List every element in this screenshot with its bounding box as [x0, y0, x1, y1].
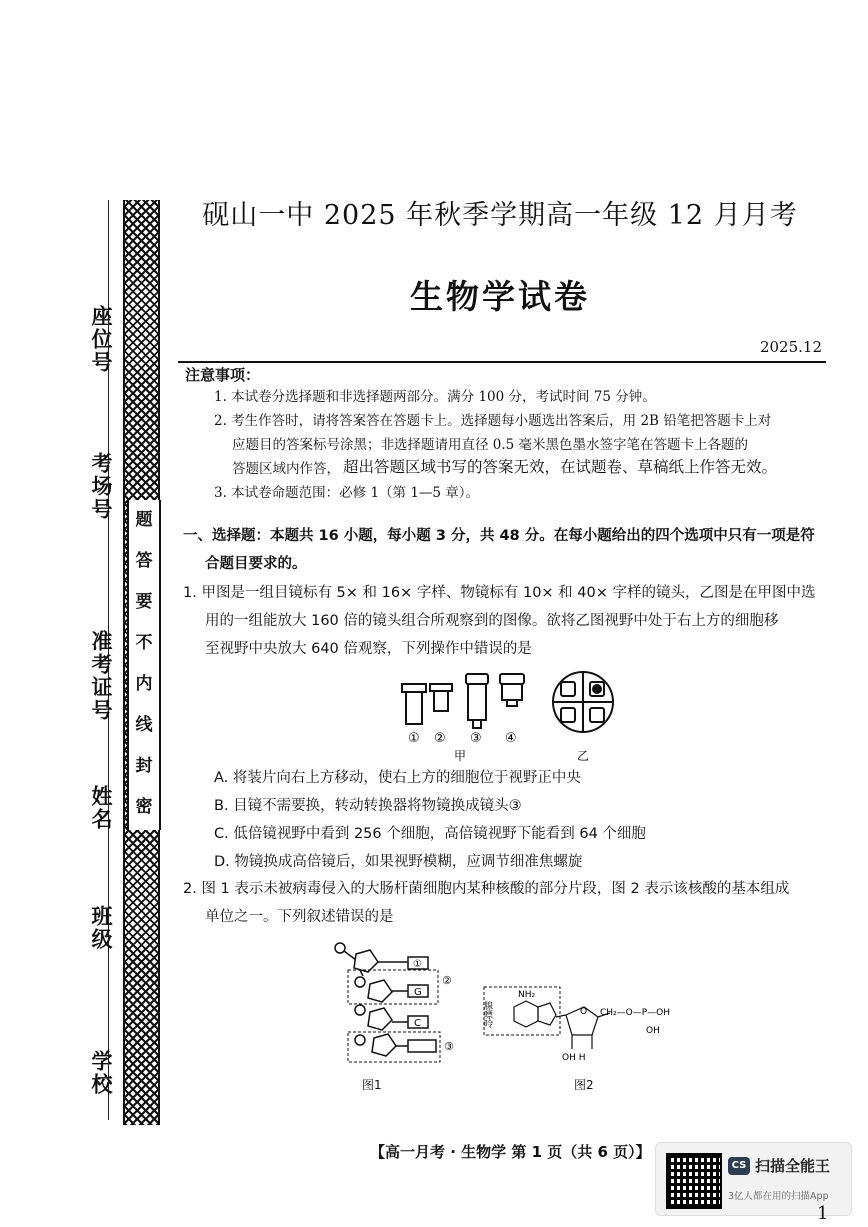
field-name: 姓名	[89, 785, 113, 831]
figure-b-label: 乙	[577, 749, 590, 763]
fig1-box-c: C	[414, 1018, 421, 1029]
field-admission-number: 准考证号	[89, 630, 113, 722]
figure-a-label: 甲	[454, 749, 467, 763]
page-number: 1	[817, 1203, 829, 1224]
header-divider	[178, 361, 826, 363]
seal-char: 不	[135, 633, 153, 653]
page-footer: 【高一月考 · 生物学 第 1 页（共 6 页）】	[370, 1143, 651, 1161]
cs-logo-icon: CS	[728, 1157, 750, 1175]
q1-stem-3: 至视野中央放大 640 倍观察，下列操作中错误的是	[205, 641, 532, 657]
section1-heading: 一、选择题：本题共 16 小题，每小题 3 分，共 48 分。在每小题给出的四个选项中只有一项是符	[183, 528, 815, 544]
section1-heading-cont: 合题目要求的。	[205, 556, 307, 572]
q2-figure-1	[330, 940, 470, 1070]
exam-date: 2025.12	[759, 338, 822, 356]
exam-subtitle: 生物学试卷	[410, 277, 590, 316]
seal-char: 题	[135, 510, 153, 530]
q1-option-c: C. 低倍镜视野中看到 256 个细胞，高倍镜视野下能看到 64 个细胞	[214, 826, 646, 842]
lens-label-4: ④	[505, 731, 517, 746]
q2-stem-2: 单位之一。下列叙述错误的是	[205, 909, 394, 925]
fig1-mark-3: ③	[444, 1040, 454, 1053]
q1-option-b: B. 目镜不需要换，转动转换器将物镜换成镜头③	[214, 798, 522, 814]
exam-title: 砚山一中 2025 年秋季学期高一年级 12 月月考	[202, 200, 798, 231]
q2-figure-2	[482, 985, 682, 1070]
fig1-box-g: G	[414, 987, 422, 998]
lens-4-icon	[500, 674, 524, 706]
note-2-emphasis: 超出答题区域书写的答案无效，在试题卷、草稿纸上作答无效。	[343, 458, 778, 476]
seal-char: 要	[135, 592, 153, 612]
seal-char: 答	[135, 551, 153, 571]
field-class: 班级	[89, 905, 113, 951]
note-2: 2. 考生作答时，请将答案答在答题卡上。选择题每小题选出答案后，用 2B 铅笔把答题卡上对	[214, 413, 772, 429]
qr-code-icon	[666, 1153, 722, 1209]
seal-char: 密	[135, 797, 153, 817]
q1-stem-2: 用的一组能放大 160 倍的镜头组合所观察到的图像。欲将乙图视野中处于右上方的细胞移	[205, 613, 779, 629]
field-exam-room: 考场号	[89, 452, 113, 521]
q1-option-a: A. 将装片向右上方移动，使右上方的细胞位于视野正中央	[214, 770, 581, 786]
q1-option-d: D. 物镜换成高倍镜后，如果视野模糊，应调节细准焦螺旋	[214, 854, 583, 870]
scanner-tagline: 3亿人都在用的扫描App	[728, 1191, 829, 1202]
field-school: 学校	[89, 1050, 113, 1096]
fig2-o: O	[580, 1007, 588, 1017]
fig2-phosphate: CH₂—O—P—OH	[600, 1008, 671, 1018]
seal-char: 线	[135, 715, 153, 735]
lens-label-3: ③	[470, 731, 482, 746]
note-2-cont: 应题目的答案标号涂黑；非选择题请用直径 0.5 毫米黑色墨水签字笔在答题卡上各题的	[232, 437, 749, 453]
lens-1-icon	[402, 684, 426, 724]
fig2-oh-sugar: OH H	[562, 1053, 586, 1063]
fig2-nh2: NH₂	[518, 990, 536, 1000]
lens-label-2: ②	[434, 731, 446, 746]
note-3: 3. 本试卷命题范围：必修 1（第 1—5 章）。	[214, 485, 480, 501]
fig2-oh-bottom: OH	[646, 1026, 660, 1036]
note-1: 1. 本试卷分选择题和非选择题两部分。满分 100 分，考试时间 75 分钟。	[214, 389, 656, 405]
fig1-box-1: ①	[413, 959, 422, 970]
notes-heading: 注意事项：	[185, 366, 261, 384]
note-2-cont-a: 答题区域内作答，	[232, 461, 340, 477]
q2-stem-1: 2. 图 1 表示未被病毒侵入的大肠杆菌细胞内某种核酸的部分片段，图 2 表示该核酸的基本组成	[183, 881, 790, 897]
seal-char: 内	[135, 674, 153, 694]
fig2-label: 图2	[574, 1078, 594, 1092]
fig2-base-name: 腺嘌呤	[482, 1001, 492, 1028]
field-seat-number: 座位号	[89, 305, 113, 374]
scanner-app-name: 扫描全能王	[755, 1157, 831, 1175]
seal-warning-column	[127, 500, 161, 830]
fig1-mark-2: ②	[442, 974, 452, 987]
fig1-label: 图1	[362, 1078, 382, 1092]
seal-char: 封	[135, 756, 153, 776]
microscope-view-icon	[553, 672, 613, 732]
lens-3-icon	[466, 674, 488, 728]
lens-label-1: ①	[408, 731, 420, 746]
lens-2-icon	[430, 684, 452, 711]
q1-stem-1: 1. 甲图是一组目镜标有 5× 和 16× 字样、物镜标有 10× 和 40× 字样的镜头，乙图是在甲图中选	[183, 585, 816, 601]
q1-figure	[390, 668, 630, 763]
